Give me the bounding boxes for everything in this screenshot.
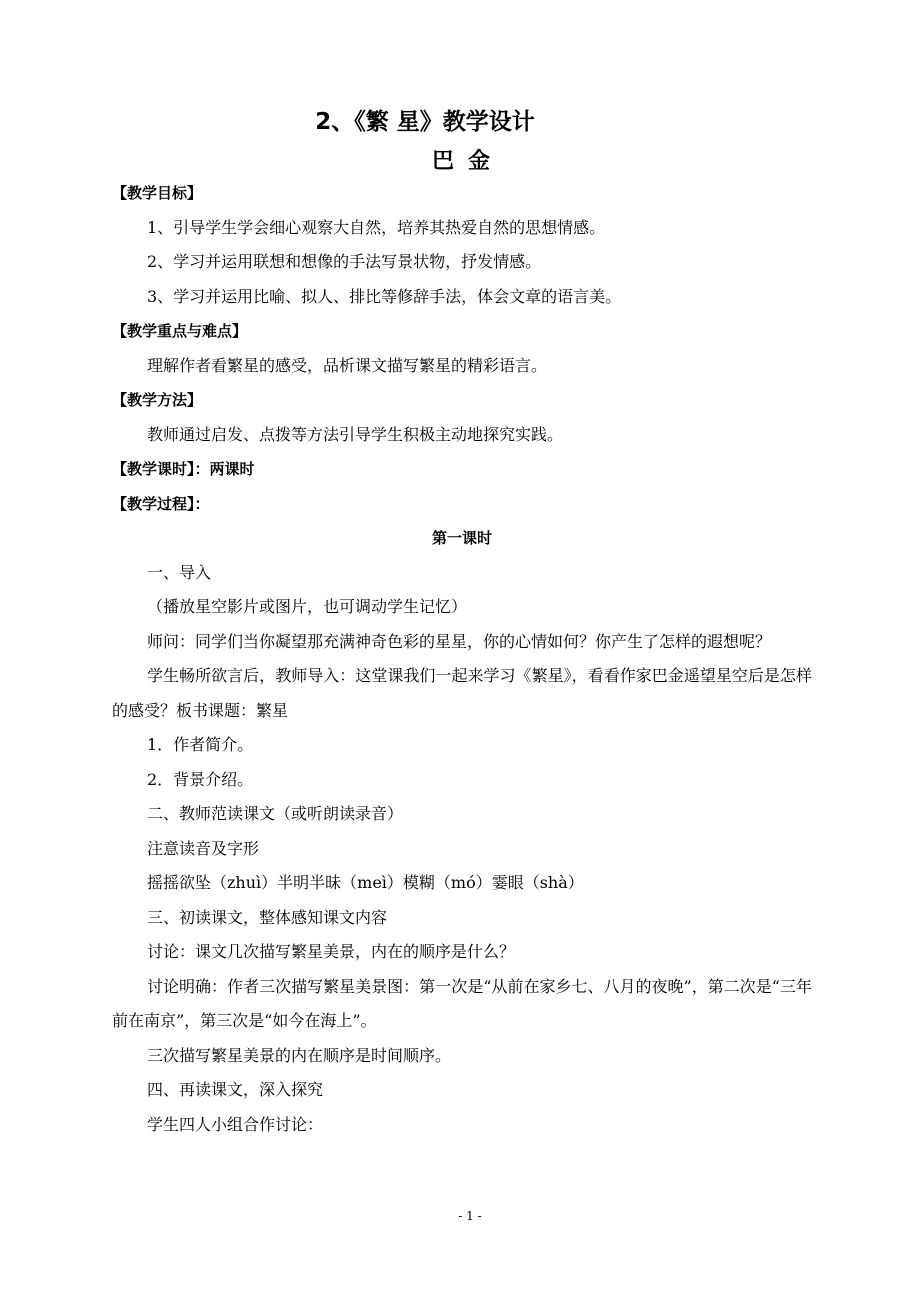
objectives-heading: 【教学目标】 [112, 184, 203, 202]
hours-line: 【教学课时】：两课时 [112, 460, 255, 478]
keypoints-text: 理解作者看繁星的感受，品析课文描写繁星的精彩语言。 [147, 355, 548, 375]
first-lesson-heading: 第一课时 [431, 529, 492, 547]
body-paragraph: 学生畅所欲言后，教师导入：这堂课我们一起来学习《繁星》，看看作家巴金遥望星空后是怎样的感受？板书课题：繁星 [112, 666, 812, 720]
body-paragraph: 二、教师范读课文（或听朗读录音） [147, 804, 404, 823]
body-paragraph: 注意读音及字形 [147, 838, 260, 858]
body-paragraph: 摇摇欲坠（zhuì）半明半昧（meì）模糊（mó）霎眼（shà） [147, 873, 584, 892]
body-paragraph: 师问：同学们当你凝望那充满神奇色彩的星星，你的心情如何？你产生了怎样的遐想呢？ [147, 631, 772, 651]
objective-item: 3、学习并运用比喻、拟人、排比等修辞手法，体会文章的语言美。 [147, 286, 622, 306]
document-title: 2、《繁 星》教学设计 [315, 109, 535, 135]
body-paragraph: （播放星空影片或图片，也可调动学生记忆） [147, 597, 468, 616]
body-paragraph: 三、初读课文，整体感知课文内容 [147, 907, 388, 927]
keypoints-heading: 【教学重点与难点】 [112, 322, 248, 340]
objective-item: 2、学习并运用联想和想像的手法写景状物，抒发情感。 [147, 252, 542, 271]
objective-item: 1、引导学生学会细心观察大自然，培养其热爱自然的思想情感。 [147, 217, 606, 237]
page-number: - 1 - [458, 1209, 482, 1223]
body-paragraph: 三次描写繁星美景的内在顺序是时间顺序。 [147, 1045, 452, 1065]
body-paragraph: 1．作者简介。 [147, 735, 254, 754]
body-paragraph: 讨论明确：作者三次描写繁星美景图：第一次是“从前在家乡七、八月的夜晚”，第二次是“三年前在南京”，第三次是“如今在海上”。 [112, 976, 812, 1030]
body-paragraph: 一、导入 [147, 562, 212, 582]
body-paragraph: 四、再读课文，深入探究 [147, 1080, 324, 1099]
body-paragraph: 讨论：课文几次描写繁星美景，内在的顺序是什么？ [147, 942, 516, 961]
document-body [112, 176, 812, 1142]
body-paragraph: 2．背景介绍。 [147, 769, 254, 789]
method-text: 教师通过启发、点拨等方法引导学生积极主动地探究实践。 [147, 424, 564, 444]
method-heading: 【教学方法】 [112, 391, 203, 409]
document-author: 巴金 [431, 149, 504, 174]
body-paragraph: 学生四人小组合作讨论： [147, 1114, 324, 1134]
process-heading: 【教学过程】： [112, 494, 210, 513]
